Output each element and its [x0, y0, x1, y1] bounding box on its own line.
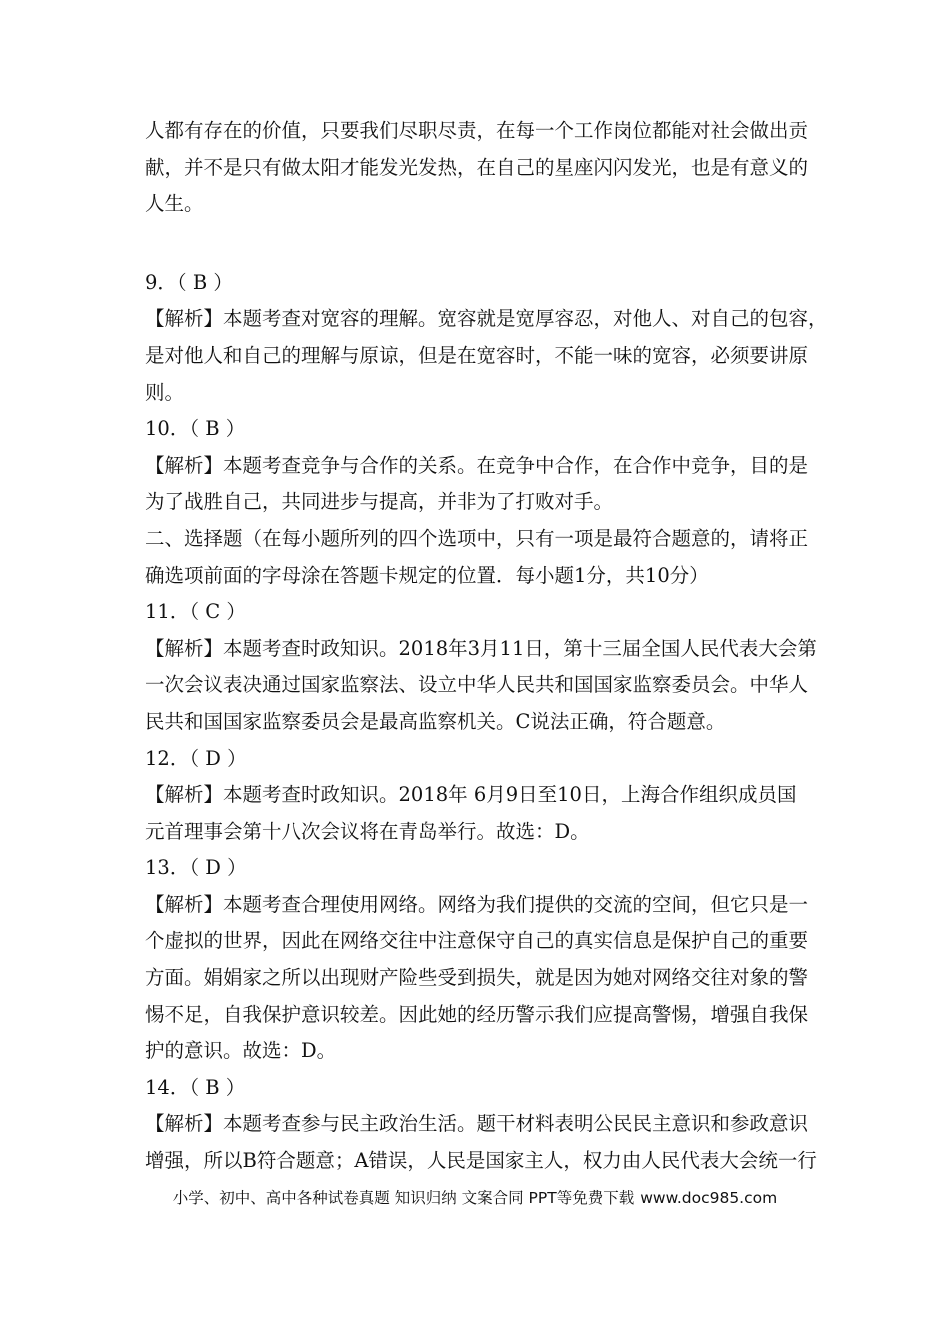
text-line: 增强，所以B符合题意；A错误，人民是国家主人，权力由人民代表大会统一行	[145, 1149, 817, 1173]
text-line: 个虚拟的世界，因此在网络交往中注意保守自己的真实信息是保护自己的重要	[145, 929, 809, 953]
text-line: 护的意识。故选：D。	[145, 1039, 337, 1063]
text-line: 人生。	[145, 192, 204, 216]
section-heading: 二、选择题（在每小题所列的四个选项中，只有一项是最符合题意的，请将正	[145, 526, 809, 550]
document-body	[145, 113, 835, 1180]
text-line: 则。	[145, 380, 185, 404]
text-line: 【解析】本题考查时政知识。2018年 6月9日至10日，上海合作组织成员国	[145, 783, 797, 807]
text-line: 元首理事会第十八次会议将在青岛举行。故选：D。	[145, 819, 590, 843]
text-line: 民共和国国家监察委员会是最高监察机关。C说法正确，符合题意。	[145, 709, 726, 733]
text-line: 献，并不是只有做太阳才能发光发热，在自己的星座闪闪发光，也是有意义的	[145, 155, 809, 179]
section-heading: 确选项前面的字母涂在答题卡规定的位置．每小题1分，共10分）	[145, 563, 709, 587]
text-line: 【解析】本题考查参与民主政治生活。题干材料表明公民民主意识和参政意识	[145, 1112, 809, 1136]
answer-line-9: 9．（ B ）	[145, 270, 233, 294]
answer-line-11: 11．（ C ）	[145, 600, 246, 624]
answer-line-10: 10．（ B ）	[145, 417, 246, 441]
page-footer	[0, 1187, 950, 1209]
footer-text: 小学、初中、高中各种试卷真题 知识归纳 文案合同 PPT等免费下载	[172, 1189, 635, 1207]
answer-line-14: 14．（ B ）	[145, 1075, 246, 1099]
footer-url: www.doc985.com	[640, 1189, 778, 1207]
answer-line-13: 13．（ D ）	[145, 856, 247, 880]
paragraph-gap	[145, 223, 835, 265]
text-line: 惕不足，自我保护意识较差。因此她的经历警示我们应提高警惕，增强自我保	[145, 1002, 809, 1026]
text-line: 人都有存在的价值，只要我们尽职尽责，在每一个工作岗位都能对社会做出贡	[145, 119, 809, 142]
text-line: 方面。娟娟家之所以出现财产险些受到损失，就是因为她对网络交往对象的警	[145, 966, 809, 990]
text-line: 是对他人和自己的理解与原谅，但是在宽容时，不能一味的宽容，必须要讲原	[145, 343, 809, 367]
text-line: 一次会议表决通过国家监察法、设立中华人民共和国国家监察委员会。中华人	[145, 673, 809, 697]
text-line: 【解析】本题考查时政知识。2018年3月11日，第十三届全国人民代表大会第	[145, 636, 817, 660]
text-line: 为了战胜自己，共同进步与提高，并非为了打败对手。	[145, 490, 614, 514]
text-line: 【解析】本题考查合理使用网络。网络为我们提供的交流的空间，但它只是一	[145, 892, 809, 916]
text-line: 【解析】本题考查竞争与合作的关系。在竞争中合作，在合作中竞争，目的是	[145, 453, 809, 477]
text-line: 【解析】本题考查对宽容的理解。宽容就是宽厚容忍，对他人、对自己的包容，	[145, 307, 828, 331]
answer-line-12: 12．（ D ）	[145, 746, 247, 770]
